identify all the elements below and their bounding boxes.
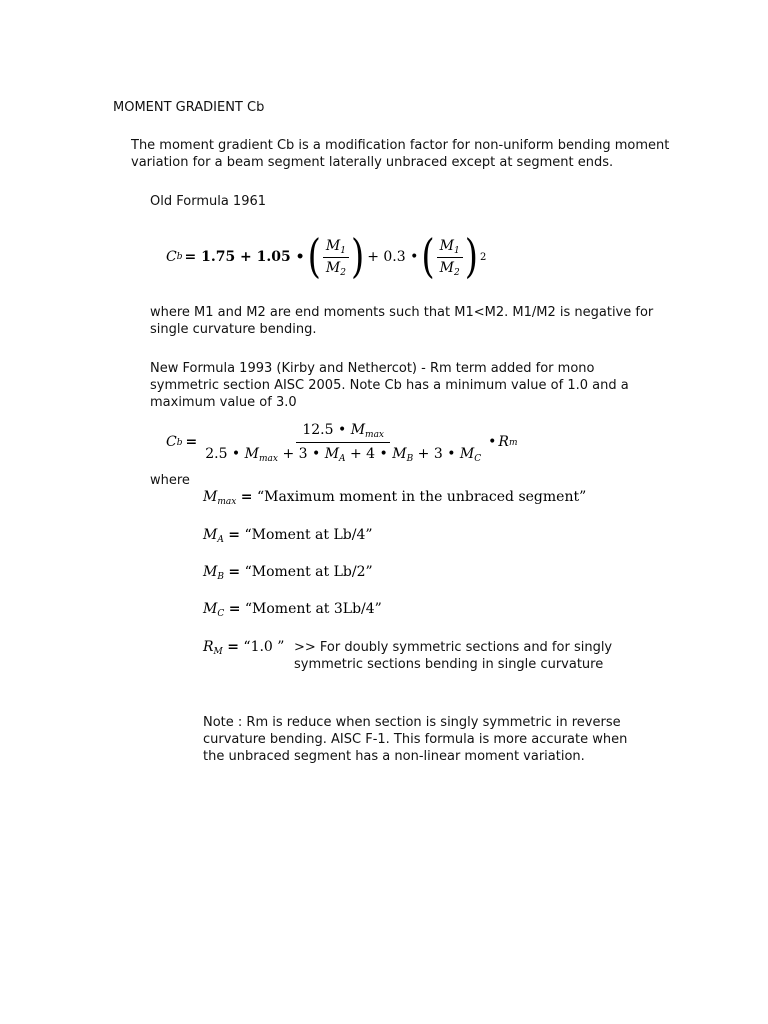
- definition-mc: $M_C$ = “Moment at 3Lb/4”: [203, 601, 382, 619]
- rm-description: >> For doubly symmetric sections and for singly symmetric sections bending in single curvature: [294, 640, 613, 672]
- old-fraction-2: $\frac{M_1}{M_2}$: [437, 238, 463, 277]
- intro-paragraph: The moment gradient Cb is a modification factor for non-uniform bending moment variation for a beam segment laterally unbraced except at segment ends.: [131, 138, 670, 170]
- old-formula-equation: C b = 1.75 + 1.05 • ( $\frac{M_1}{M_2}$ ) + 0.3 • ( $\frac{M_1}{M_2}$ ) 2: [166, 230, 487, 284]
- left-paren: (: [307, 230, 321, 284]
- definition-mb: $M_B$ = “Moment at Lb/2”: [203, 564, 373, 582]
- right-paren-2: ): [464, 230, 478, 284]
- definition-rm: $R_M$ = “1.0 ”: [203, 639, 285, 657]
- left-paren-2: (: [421, 230, 435, 284]
- new-denominator: 2.5 • $M_{max} + 3$ • $M_A + 4$ • $M_B + 3$ • $M_C$: [205, 446, 482, 464]
- new-formula-label: New Formula 1993 (Kirby and Nethercot) - Rm term added for mono symmetric section AISC 2005. Note Cb has a minimum value of 1.0 and a maximum value of 3.0: [150, 361, 629, 410]
- new-formula-equation: C b = 12.5 • $M_{max}$ 2.5 • $M_{max} + 3$ • $M_A + 4$ • $M_B + 3$ • $M_C$ • R m: [166, 422, 518, 464]
- final-note: Note : Rm is reduce when section is singly symmetric in reverse curvature bending. AISC F-1. This formula is more accurate when the unbraced segment has a non-linear moment variation.: [203, 715, 628, 764]
- old-fraction-1: $\frac{M_1}{M_2}$: [323, 238, 349, 277]
- definition-mmax: $M_{max}$ = “Maximum moment in the unbraced segment”: [203, 489, 587, 507]
- new-fraction: [201, 422, 485, 463]
- exponent: 2: [479, 251, 487, 263]
- new-numerator: 12.5 • $M_{max}$: [296, 422, 390, 443]
- where-label: where: [150, 473, 190, 488]
- definition-ma: $M_A$ = “Moment at Lb/4”: [203, 527, 373, 545]
- old-lhs: C: [166, 248, 177, 265]
- right-paren: ): [350, 230, 365, 284]
- page-heading: MOMENT GRADIENT Cb: [113, 100, 265, 115]
- old-eq-part: = 1.75 + 1.05 •: [184, 248, 305, 265]
- old-mid-part: + 0.3 •: [367, 248, 419, 265]
- old-formula-label: Old Formula 1961: [150, 194, 267, 209]
- old-formula-description: where M1 and M2 are end moments such that M1<M2. M1/M2 is negative for single curvature bending.: [150, 305, 654, 337]
